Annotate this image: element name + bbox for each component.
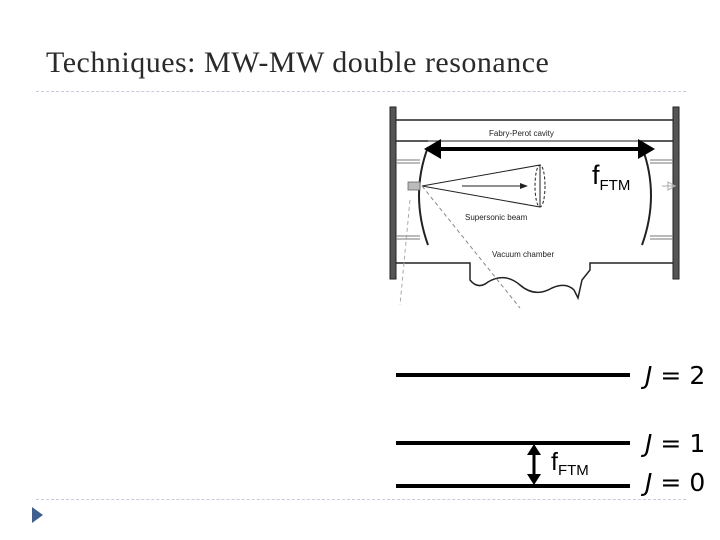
level-j2-value: 2 bbox=[689, 361, 706, 390]
level-j2-symbol: J bbox=[645, 361, 653, 390]
cavity-freq-sub: FTM bbox=[599, 177, 631, 194]
vacuum-chamber-outline bbox=[396, 263, 673, 298]
chamber-label: Vacuum chamber bbox=[492, 250, 555, 259]
level-j1-value: 1 bbox=[689, 429, 706, 458]
apparatus-schematic bbox=[390, 107, 679, 308]
beam-label: Supersonic beam bbox=[465, 213, 528, 222]
cavity-arrow-right-head bbox=[638, 139, 655, 159]
left-flange bbox=[390, 107, 396, 279]
transition-freq-label bbox=[551, 448, 589, 479]
transition-arrow-up-head bbox=[527, 444, 541, 455]
level-j1-symbol: J bbox=[645, 429, 653, 458]
nozzle bbox=[408, 182, 420, 190]
right-mirror bbox=[642, 147, 651, 245]
energy-level-diagram bbox=[396, 361, 705, 497]
level-label-j2 bbox=[640, 361, 705, 390]
cavity-freq-label bbox=[592, 160, 630, 194]
cavity-label: Fabry-Perot cavity bbox=[489, 129, 554, 138]
level-j0-value: 0 bbox=[689, 468, 706, 497]
level-label-j1 bbox=[640, 429, 705, 458]
level-j1-eq: = bbox=[660, 429, 682, 458]
transition-arrow-down-head bbox=[527, 474, 541, 485]
level-label-j0 bbox=[640, 468, 705, 497]
left-mirror bbox=[419, 147, 428, 245]
level-j0-symbol: J bbox=[645, 468, 653, 497]
right-flange bbox=[673, 107, 679, 279]
level-j2-eq: = bbox=[660, 361, 682, 390]
level-j0-eq: = bbox=[660, 468, 682, 497]
transition-freq-base: f bbox=[551, 448, 558, 476]
cavity-arrow-left-head bbox=[424, 139, 441, 159]
slide-title: Techniques: MW-MW double resonance bbox=[46, 46, 550, 79]
transition-freq-sub: FTM bbox=[557, 462, 589, 479]
cavity-freq-base: f bbox=[592, 160, 600, 190]
